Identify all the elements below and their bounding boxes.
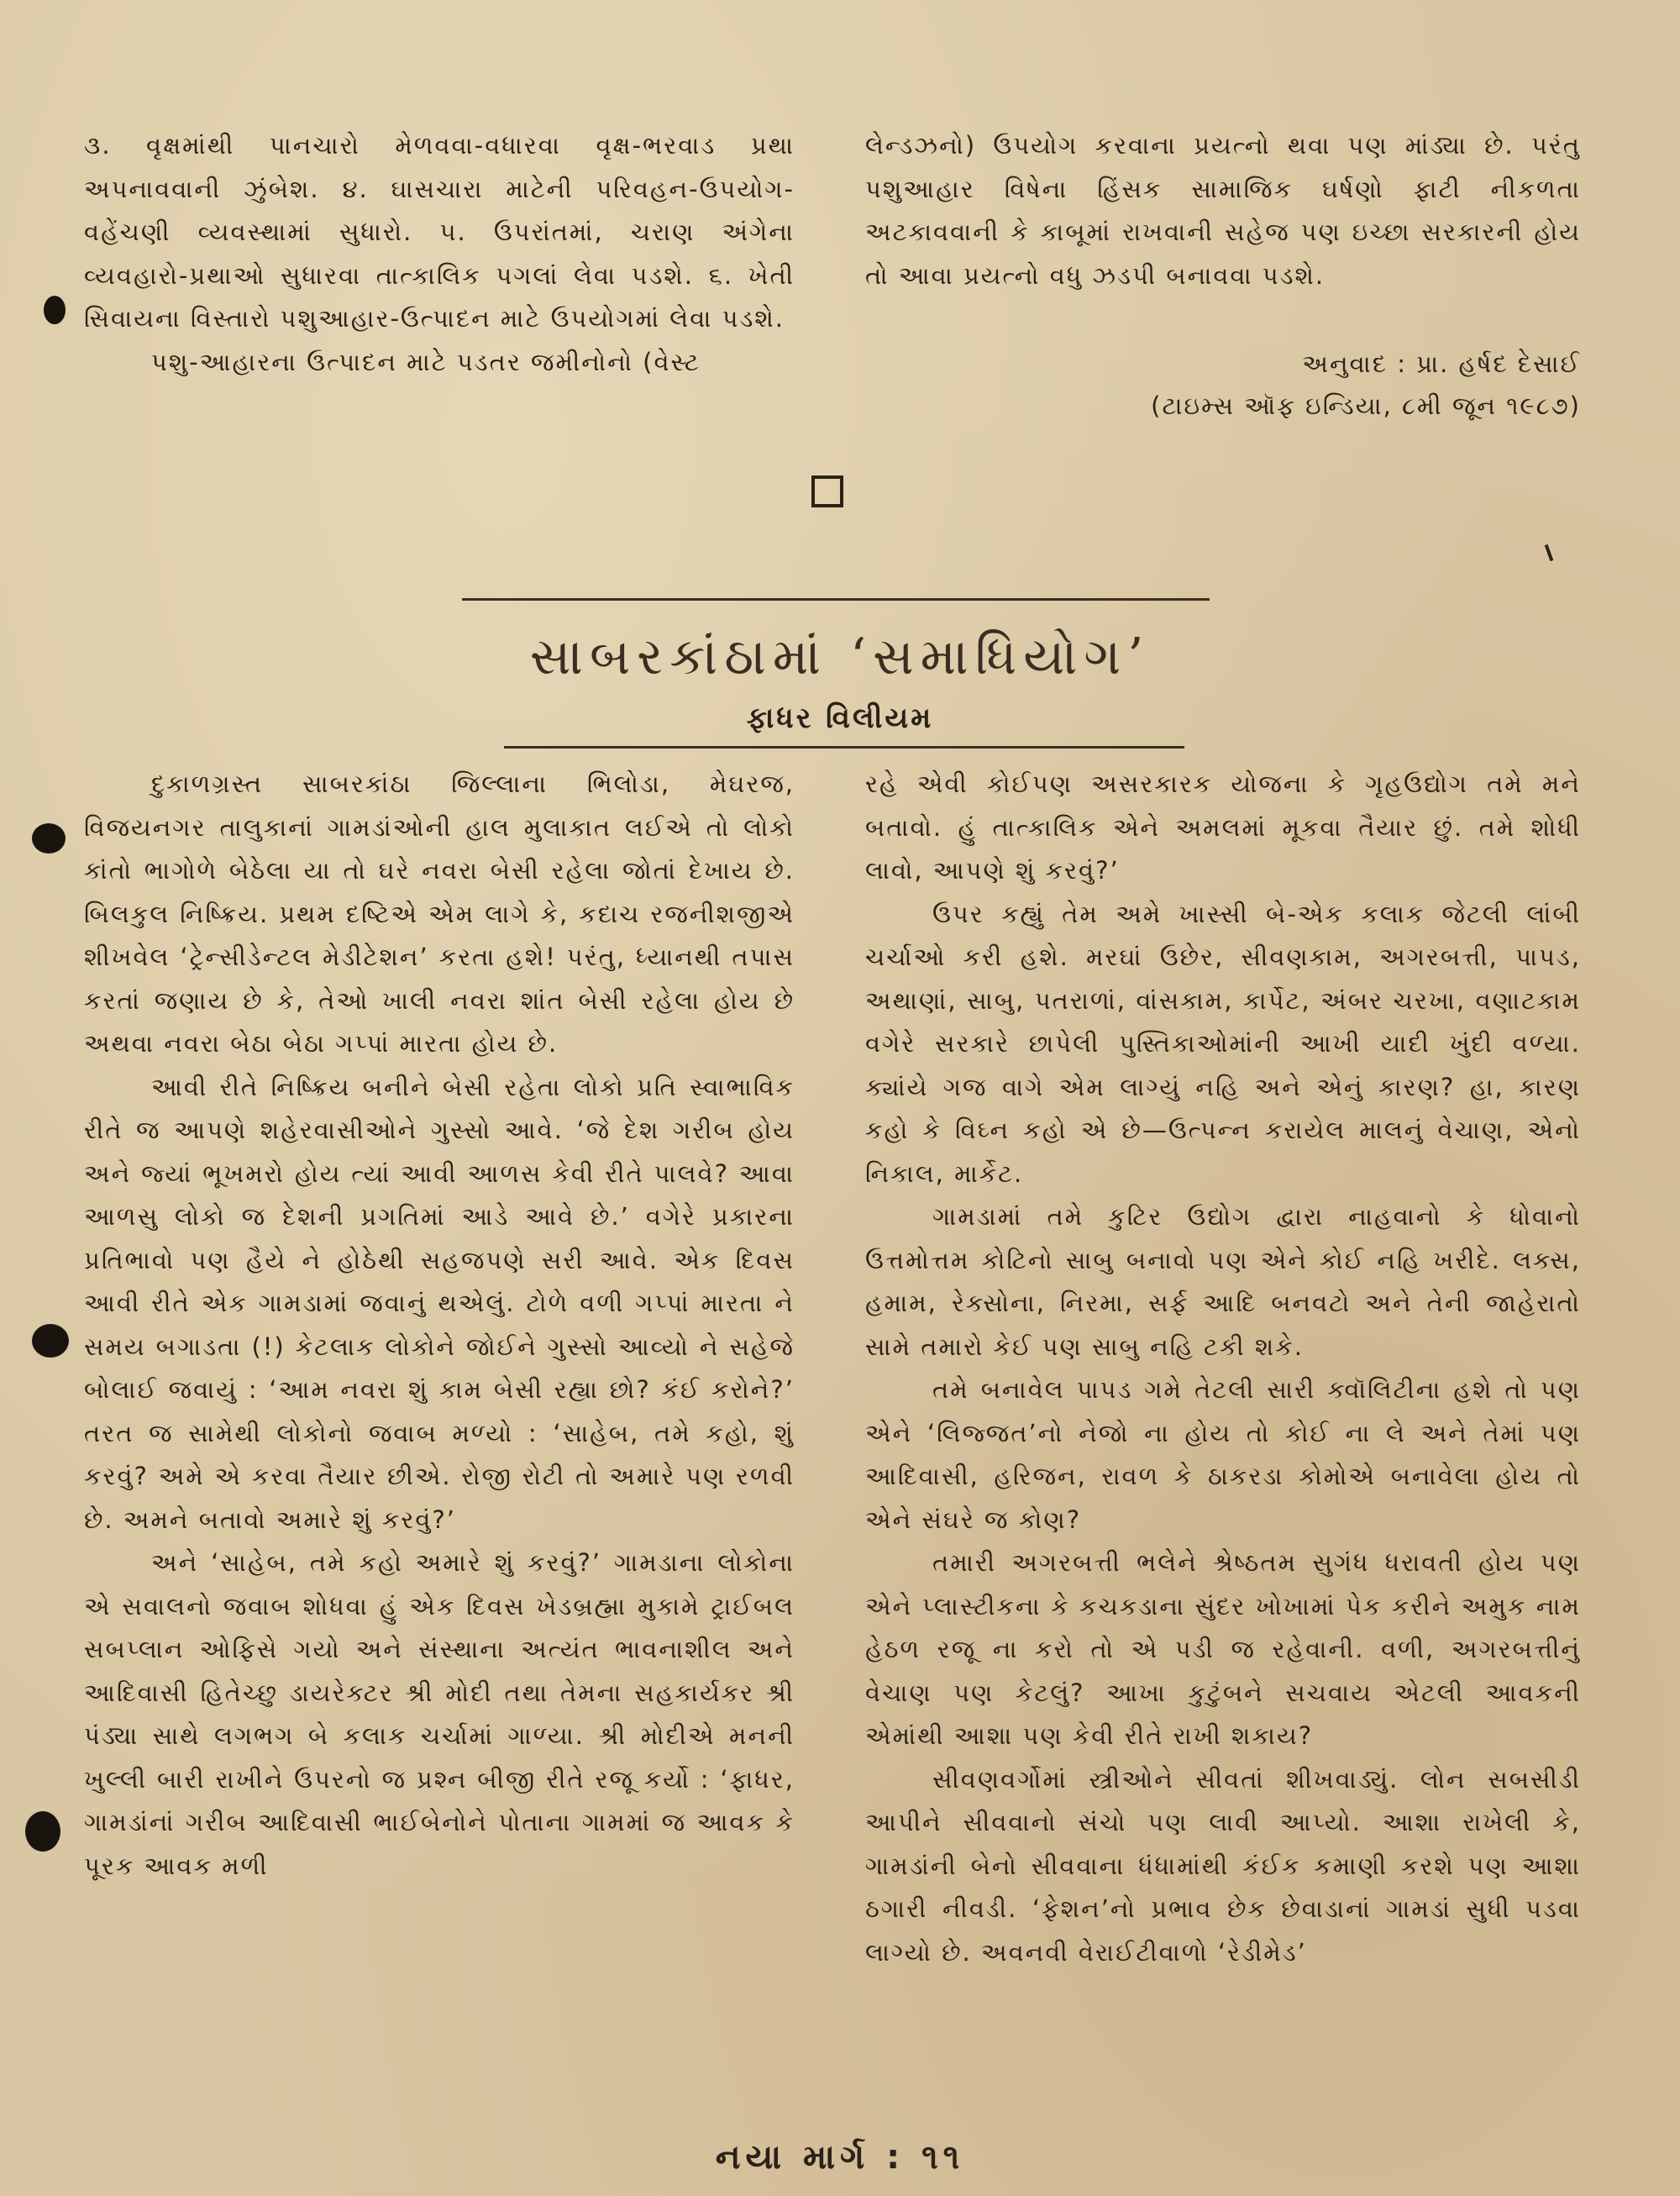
top-left-column [84,124,795,384]
paragraph: લેન્ડઝનો) ઉપયોગ કરવાના પ્રયત્નો થવા પણ માંડ્યા છે. પરંતુ પશુઆહાર વિષેના હિંસક સામાજિક ઘર્ષણો ફાટી નીકળતા અટકાવવાની કે કાબૂમાં રાખવાની સહેજ પણ ઇચ્છા સરકારની હોય તો આવા પ્રયત્નો વધુ ઝડપી બનાવવા પડશે. [865,131,1581,290]
paragraph: અને ‘સાહેબ, તમે કહો અમારે શું કરવું?’ ગામડાના લોકોના એ સવાલનો જવાબ શોધવા હું એક દિવસ ખેડબ્રહ્મા મુકામે ટ્રાઈબલ સબપ્લાન ઓફિસે ગયો અને સંસ્થાના અત્યંત ભાવનાશીલ અને આદિવાસી હિતેચ્છુ ડાયરેક્ટર શ્રી મોદી તથા તેમના સહકાર્યકર શ્રી પંડ્યા સાથે લગભગ બે કલાક ચર્ચામાં ગાળ્યા. શ્રી મોદીએ મનની ખુલ્લી બારી રાખીને ઉપરનો જ પ્રશ્ન બીજી રીતે રજૂ કર્યો : ‘ફાધર, ગામડાંનાં ગરીબ આદિવાસી ભાઈબેનોને પોતાના ગામમાં જ આવક કે પૂરક આવક મળી [84,1548,795,1880]
paragraph: રહે એવી કોઈપણ અસરકારક યોજના કે ગૃહઉદ્યોગ તમે મને બતાવો. હું તાત્કાલિક એને અમલમાં મૂકવા તૈયાર છું. તમે શોધી લાવો, આપણે શું કરવું?’ [865,770,1581,885]
article-title: સાબરકાંઠામાં ‘સમાધિયોગ’ [529,628,1151,686]
article-right-column [865,763,1581,1974]
paragraph: તમે બનાવેલ પાપડ ગમે તેટલી સારી ક્વૉલિટીના હશે તો પણ એને ‘લિજ્જત’નો નેજો ના હોય તો કોઈ ના લે અને તેમાં પણ આદિવાસી, હરિજન, રાવળ કે ઠાકરડા કોમોએ બનાવેલા હોય તો એને સંઘરે જ કોણ? [865,1375,1581,1534]
stray-mark [1545,544,1554,561]
paragraph: તમારી અગરબત્તી ભલેને શ્રેષ્ઠતમ સુગંધ ધરાવતી હોય પણ એને પ્લાસ્ટીકના કે કચકડાના સુંદર ખોખામાં પેક કરીને અમુક નામ હેઠળ રજૂ ના કરો તો એ પડી જ રહેવાની. વળી, અગરબત્તીનું વેચાણ પણ કેટલું? આખા કુટુંબને સચવાય એટલી આવકની એમાંથી આશા પણ કેવી રીતે રાખી શકાય? [865,1548,1581,1750]
paragraph: સીવણવર્ગોમાં સ્ત્રીઓને સીવતાં શીખવાડ્યું. લોન સબસીડી આપીને સીવવાનો સંચો પણ લાવી આપ્યો. આશા રાખેલી કે, ગામડાંની બેનો સીવવાના ધંધામાંથી કંઈક કમાણી કરશે પણ આશા ઠગારી નીવડી. ‘ફેશન’નો પ્રભાવ છેક છેવાડાનાં ગામડાં સુધી પડવા લાગ્યો છે. અવનવી વેરાઈટીવાળો ‘રેડીમેડ’ [865,1764,1581,1967]
title-rule-bottom [504,746,1184,749]
binding-hole-mark [44,296,66,324]
top-right-column [865,124,1581,297]
paragraph: ઉપર કહ્યું તેમ અમે ખાસ્સી બે-એક કલાક જેટલી લાંબી ચર્ચાઓ કરી હશે. મરઘાં ઉછેર, સીવણકામ, અગરબત્તી, પાપડ, અથાણાં, સાબુ, પતરાળાં, વાંસકામ, કાર્પેટ, અંબર ચરખા, વણાટકામ વગેરે સરકારે છાપેલી પુસ્તિકાઓમાંની આખી યાદી ખુંદી વળ્યા. ક્યાંયે ગજ વાગે એમ લાગ્યું નહિ અને એનું કારણ? હા, કારણ કહો કે વિઘ્ન કહો એ છે—ઉત્પન્ન કરાયેલ માલનું વેચાણ, એનો નિકાલ, માર્કેટ. [865,899,1581,1188]
article-end-mark [811,475,843,507]
binding-hole-mark [32,1324,69,1358]
source-line: (ટાઇમ્સ ઑફ ઇન્ડિયા, ૮મી જૂન ૧૯૮૭) [1151,391,1581,420]
paragraph: ગામડામાં તમે કુટિર ઉદ્યોગ દ્વારા નાહવાનો કે ધોવાનો ઉત્તમોત્તમ કોટિનો સાબુ બનાવો પણ એને કોઈ નહિ ખરીદે. લક્સ, હમામ, રેક્સોના, નિરમા, સર્ફ આદિ બનવટો અને તેની જાહેરાતો સામે તમારો કેઈ પણ સાબુ નહિ ટકી શકે. [865,1202,1581,1361]
binding-hole-mark [25,1811,60,1852]
title-rule-top [462,598,1210,601]
page-footer: નયા માર્ગ : ૧૧ [715,2138,965,2177]
paragraph: પશુ-આહારના ઉત્પાદન માટે પડતર જમીનોનો (વેસ્ટ [151,347,701,376]
article-left-column [84,763,795,1888]
binding-hole-mark [32,823,66,854]
paragraph: દુકાળગ્રસ્ત સાબરકાંઠા જિલ્લાના ભિલોડા, મેઘરજ, વિજયનગર તાલુકાનાં ગામડાંઓની હાલ મુલાકાત લઈએ તો લોકો કાંતો ભાગોળે બેઠેલા યા તો ઘરે નવરા બેસી રહેલા જોતાં દેખાય છે. બિલકુલ નિષ્ક્રિય. પ્રથમ દષ્ટિએ એમ લાગે કે, કદાચ રજનીશજીએ શીખવેલ ‘ટ્રેન્સીડેન્ટલ મેડીટેશન’ કરતા હશે! પરંતુ, ધ્યાનથી તપાસ કરતાં જણાય છે કે, તેઓ ખાલી નવરા શાંત બેસી રહેલા હોય છે અથવા નવરા બેઠા બેઠા ગપ્પાં મારતા હોય છે. [84,770,795,1058]
paragraph: ૩. વૃક્ષમાંથી પાનચારો મેળવવા-વધારવા વૃક્ષ-ભરવાડ પ્રથા અપનાવવાની ઝુંબેશ. ૪. ઘાસચારા માટેની પરિવહન-ઉપયોગ-વહેંચણી વ્યવસ્થામાં સુધારો. ૫. ઉપરાંતમાં, ચરાણ અંગેના વ્યવહારો-પ્રથાઓ સુધારવા તાત્કાલિક પગલાં લેવા પડશે. ૬. ખેતી સિવાયના વિસ્તારો પશુઆહાર-ઉત્પાદન માટે ઉપયોગમાં લેવા પડશે. [84,131,795,333]
translation-credit [865,343,1581,427]
paragraph: આવી રીતે નિષ્ક્રિય બનીને બેસી રહેતા લોકો પ્રતિ સ્વાભાવિક રીતે જ આપણે શહેરવાસીઓને ગુસ્સો આવે. ‘જે દેશ ગરીબ હોય અને જ્યાં ભૂખમરો હોય ત્યાં આવી આળસ કેવી રીતે પાલવે? આવા આળસુ લોકો જ દેશની પ્રગતિમાં આડે આવે છે.’ વગેરે પ્રકારના પ્રતિભાવો પણ હૈયે ને હોઠેથી સહજપણે સરી આવે. એક દિવસ આવી રીતે એક ગામડામાં જવાનું થએલું. ટોળે વળી ગપ્પાં મારતા ને સમય બગાડતા (!) કેટલાક લોકોને જોઈને ગુસ્સો આવ્યો ને સહેજે બોલાઈ જવાયું : ‘આમ નવરા શું કામ બેસી રહ્યા છો? કંઈ કરોને?’ તરત જ સામેથી લોકોનો જવાબ મળ્યો : ‘સાહેબ, તમે કહો, શું કરવું? અમે એ કરવા તૈયાર છીએ. રોજી રોટી તો અમારે પણ રળવી છે. અમને બતાવો અમારે શું કરવું?’ [84,1072,795,1534]
translator-line: અનુવાદ : પ્રા. હર્ષદ દેસાઈ [1302,349,1581,378]
article-author: ફાધર વિલીયમ [746,701,934,735]
